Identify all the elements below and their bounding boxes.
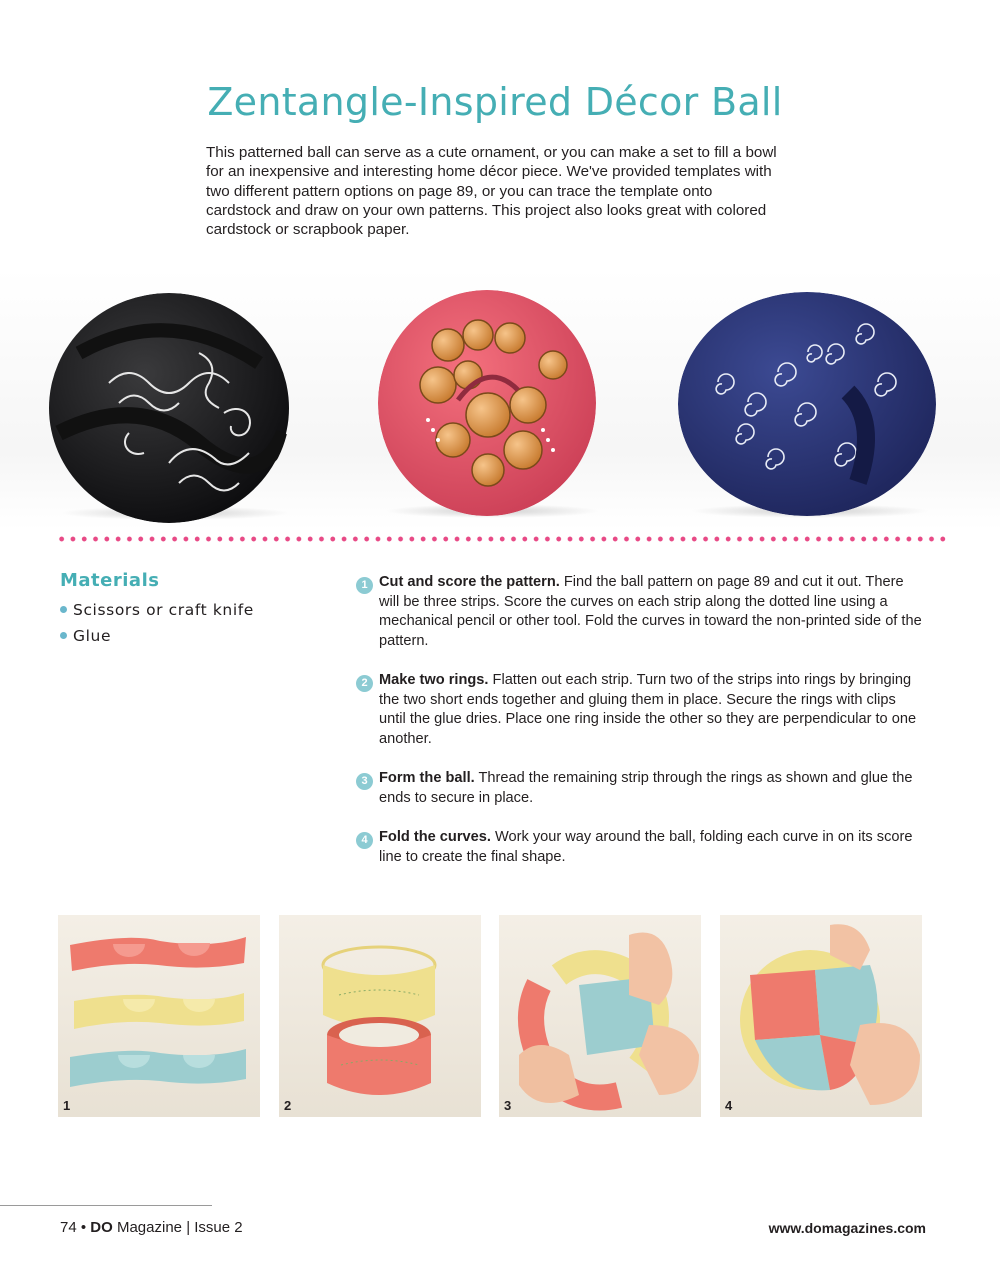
step-lead: Form the ball. xyxy=(379,770,475,786)
intro-paragraph: This patterned ball can serve as a cute ornament, or you can make a set to fill a bowl for an inexpensive and interesting home décor piece. We've provided templates with two different pattern options on page 89, or you can trace the template onto cardstock and draw on your own patterns. This project also looks great with colored cardstock or scrapbook paper. xyxy=(206,144,777,239)
photo-number: 3 xyxy=(504,1098,512,1113)
materials-list xyxy=(60,597,254,649)
brand-name: DO xyxy=(90,1219,113,1236)
step-text: Flatten out each strip. Turn two of the strips into rings by bringing the two short ends together and gluing them in place. Secure the rings with clips until the glue dries. Place one ring inside the other so they are perpendicular to one another. xyxy=(379,672,917,747)
photo-number: 4 xyxy=(725,1098,733,1113)
step-number-badge: 4 xyxy=(356,832,373,849)
bullet-icon xyxy=(60,606,67,613)
photo-number: 1 xyxy=(63,1098,71,1113)
footer-separator: • xyxy=(80,1219,87,1236)
step-3 xyxy=(356,769,926,808)
step-text: Find the ball pattern on page 89 and cut it out. There will be three strips. Score the curves on each strip along the dotted line using a mechanical pencil or other tool. Fold the curves in toward the non-printed side of the pattern. xyxy=(379,574,922,649)
page-title: Zentangle-Inspired Décor Ball xyxy=(207,80,783,124)
step-number-badge: 1 xyxy=(356,577,373,594)
step-photo-3 xyxy=(499,915,701,1117)
step-number-badge: 2 xyxy=(356,675,373,692)
photo-number: 2 xyxy=(284,1098,292,1113)
footer-page-info xyxy=(60,1219,243,1236)
step-lead: Cut and score the pattern. xyxy=(379,574,560,590)
step-photo-1 xyxy=(58,915,260,1117)
blue-ball-image xyxy=(678,292,936,516)
magazine-label: Magazine xyxy=(116,1219,183,1236)
step-2 xyxy=(356,671,926,749)
website-link[interactable]: www.domagazines.com xyxy=(768,1220,926,1236)
issue-label: | Issue 2 xyxy=(186,1219,243,1236)
dotted-divider xyxy=(56,536,946,542)
step-text: Work your way around the ball, folding each curve in on its score line to create the final shape. xyxy=(379,829,913,865)
step-photo-2 xyxy=(279,915,481,1117)
black-ball-image xyxy=(48,293,290,523)
step-lead: Fold the curves. xyxy=(379,829,491,845)
hero-photo xyxy=(0,268,1000,530)
page-number: 74 xyxy=(60,1219,77,1236)
step-photo-4 xyxy=(720,915,922,1117)
materials-item: Scissors or craft knife xyxy=(60,597,254,623)
materials-item: Glue xyxy=(60,623,254,649)
materials-heading: Materials xyxy=(60,570,160,591)
step-text: Thread the remaining strip through the rings as shown and glue the ends to secure in place. xyxy=(379,770,913,806)
step-1 xyxy=(356,573,926,651)
step-number-badge: 3 xyxy=(356,773,373,790)
bullet-icon xyxy=(60,632,67,639)
step-lead: Make two rings. xyxy=(379,672,489,688)
step-4 xyxy=(356,828,926,867)
footer-rule xyxy=(0,1205,212,1206)
pink-ball-image xyxy=(378,290,596,516)
